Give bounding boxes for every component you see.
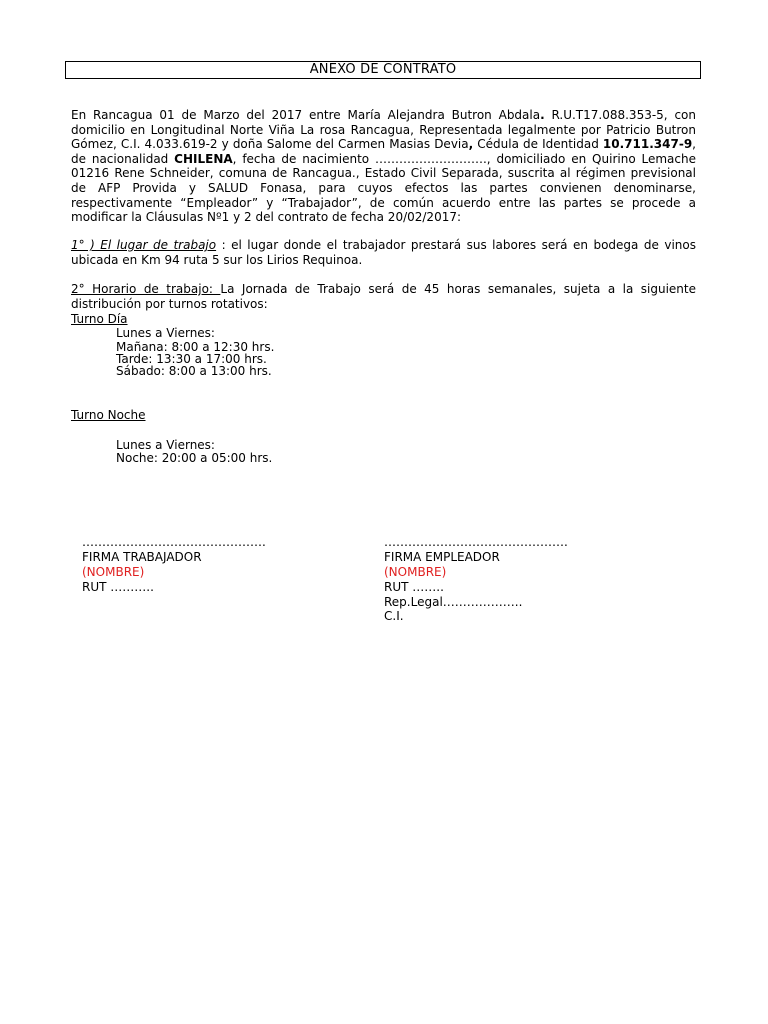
intro-text-2: R.U.T17.088.353-5, con domicilio en Longitudinal Norte Viña La rosa Rancagua, Representada legalmente por Patricio Butron Gómez, C.I. 4.033.619-2 y doña Salome del Carmen Masias Devia bbox=[71, 108, 696, 152]
intro-paragraph bbox=[71, 108, 696, 225]
document-title bbox=[65, 61, 701, 79]
clause-1-heading: 1° ) El lugar de trabajo bbox=[71, 238, 217, 252]
turno-dia-label: Turno Día bbox=[71, 312, 128, 326]
employer-ci: C.I. bbox=[384, 609, 404, 623]
intro-text-3: Cédula de Identidad bbox=[473, 137, 603, 152]
nationality: CHILENA bbox=[174, 151, 233, 166]
turno-dia-saturday: Sábado: 8:00 a 13:00 hrs. bbox=[116, 364, 272, 378]
clause-2 bbox=[71, 282, 696, 311]
turno-noche-days: Lunes a Viernes: bbox=[116, 438, 215, 452]
employer-name-placeholder: (NOMBRE) bbox=[384, 565, 447, 579]
employer-signature-line: ………………………………………. bbox=[384, 535, 568, 549]
clause-1 bbox=[71, 238, 696, 267]
intro-text-4: , de nacionalidad bbox=[71, 137, 696, 166]
clause-2-text: La Jornada de Trabajo será de 45 horas semanales, sujeta a la siguiente distribución por turnos rotativos: bbox=[71, 282, 696, 311]
clause-1-text: : el lugar donde el trabajador prestará sus labores será en bodega de vinos ubicada en Km 94 ruta 5 sur los Lirios Requinoa. bbox=[71, 238, 696, 267]
turno-noche-label: Turno Noche bbox=[71, 408, 146, 422]
intro-bold-comma: , bbox=[468, 137, 474, 152]
intro-bold-dot: . bbox=[540, 108, 545, 122]
turno-dia-afternoon: Tarde: 13:30 a 17:00 hrs. bbox=[116, 352, 267, 366]
identity-number: 10.711.347-9 bbox=[602, 137, 693, 152]
turno-noche-night: Noche: 20:00 a 05:00 hrs. bbox=[116, 451, 273, 465]
document-title-text: ANEXO DE CONTRATO bbox=[309, 62, 457, 77]
worker-signature-label: FIRMA TRABAJADOR bbox=[82, 550, 202, 564]
employer-rut: RUT …….. bbox=[384, 580, 444, 594]
worker-name-placeholder: (NOMBRE) bbox=[82, 565, 145, 579]
turno-dia-morning: Mañana: 8:00 a 12:30 hrs. bbox=[116, 340, 275, 354]
intro-text-1: En Rancagua 01 de Marzo del 2017 entre María Alejandra Butron Abdala bbox=[71, 108, 541, 122]
turno-dia-days: Lunes a Viernes: bbox=[116, 326, 215, 340]
worker-signature-line: ………………………………………. bbox=[82, 535, 266, 549]
employer-rep-legal: Rep.Legal……………….. bbox=[384, 595, 523, 609]
clause-2-heading: 2° Horario de trabajo: bbox=[71, 282, 221, 296]
worker-rut: RUT ……….. bbox=[82, 580, 154, 594]
intro-text-5: , fecha de nacimiento ………………………., domiciliado en Quirino Lemache 01216 Rene Schneider, comuna de Rancagua., Estado Civil Separada, suscrita al régimen previsional de AFP Provida y SALUD Fonasa, para cuyos efectos las partes convienen denominarse, respectivamente “Empleador” y “Trabajador”, de común acuerdo entre las partes se procede a modificar la Cláusulas Nº1 y 2 del contrato de fecha 20/02/2017: bbox=[71, 151, 696, 225]
employer-signature-label: FIRMA EMPLEADOR bbox=[384, 550, 500, 564]
